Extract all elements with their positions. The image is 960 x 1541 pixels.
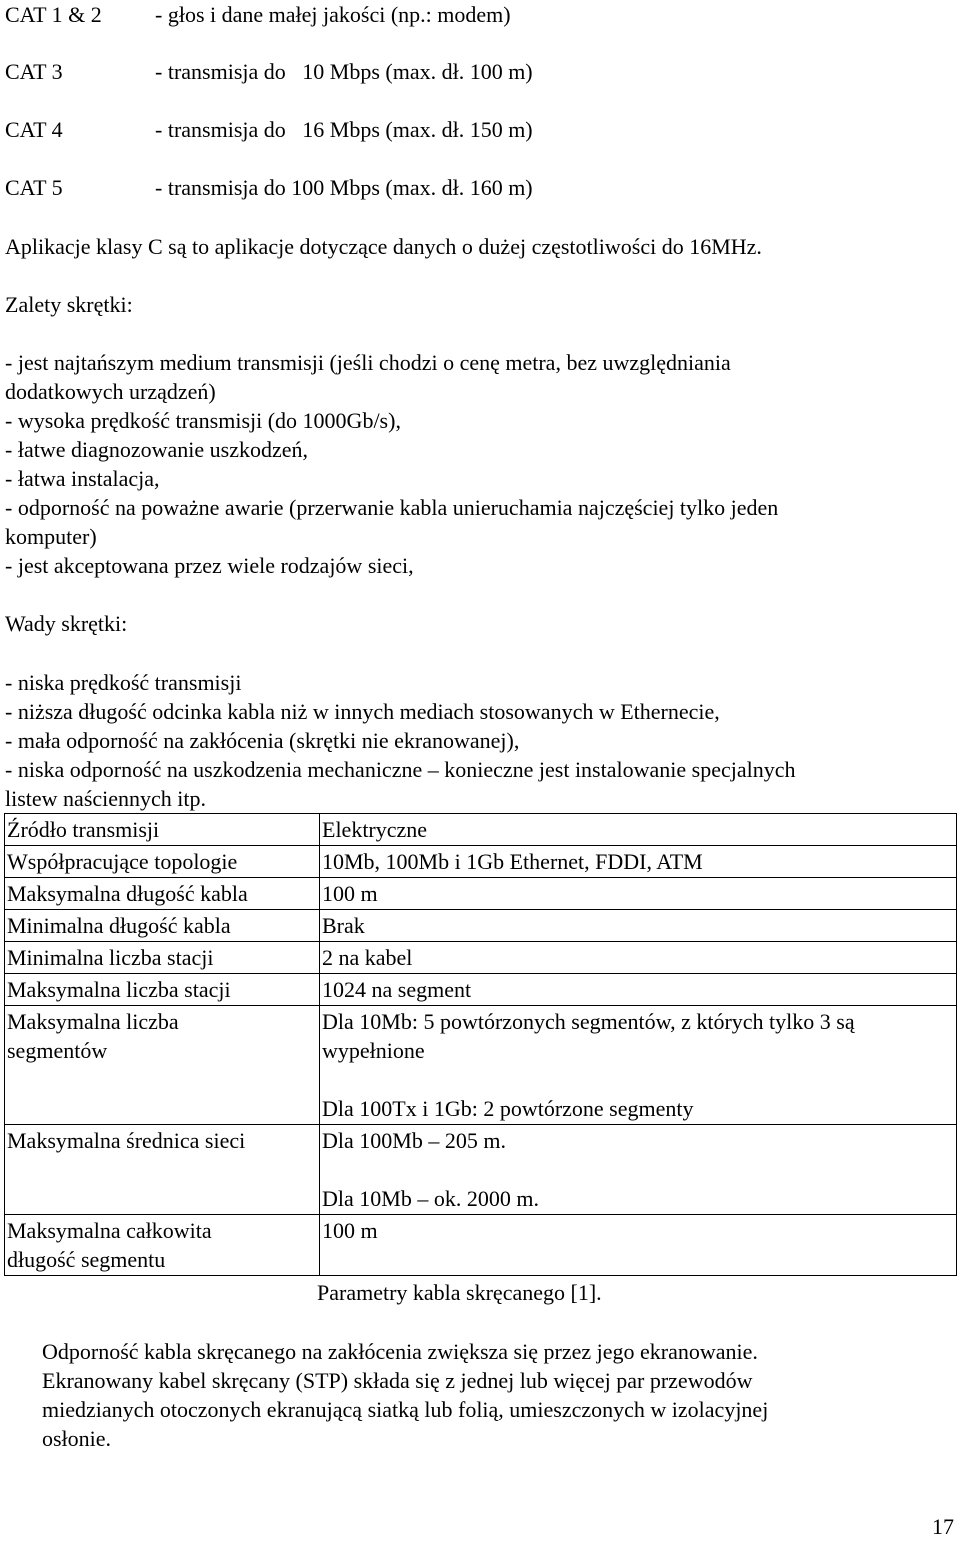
table-row bbox=[5, 878, 957, 910]
advantage-line: - wysoka prędkość transmisji (do 1000Gb/s), bbox=[5, 408, 401, 433]
table-row bbox=[5, 942, 957, 974]
param-name bbox=[5, 1006, 320, 1125]
cat-3-desc: - transmisja do 10 Mbps (max. dł. 100 m) bbox=[155, 59, 533, 84]
param-value: 2 na kabel bbox=[320, 942, 957, 974]
table-row bbox=[5, 846, 957, 878]
param-value-text-2: Dla 100Tx i 1Gb: 2 powtórzone segmenty bbox=[322, 1096, 694, 1121]
table-row bbox=[5, 974, 957, 1006]
class-c-note: Aplikacje klasy C są to aplikacje dotyczące danych o dużej częstotliwości do 16MHz. bbox=[5, 234, 762, 259]
note-line: osłonie. bbox=[42, 1426, 112, 1451]
note-line: miedzianych otoczonych ekranującą siatką lub folią, umieszczonych w izolacyjnej bbox=[42, 1397, 769, 1422]
advantage-line: - łatwa instalacja, bbox=[5, 466, 160, 491]
cat-3-label: CAT 3 bbox=[5, 59, 63, 84]
advantage-line: - łatwe diagnozowanie uszkodzeń, bbox=[5, 437, 308, 462]
table-row bbox=[5, 910, 957, 942]
page-number: 17 bbox=[932, 1514, 954, 1539]
table-row bbox=[5, 814, 957, 846]
disadvantages-heading: Wady skrętki: bbox=[5, 611, 128, 636]
disadvantage-line: listew naściennych itp. bbox=[5, 786, 207, 811]
cat-4-desc: - transmisja do 16 Mbps (max. dł. 150 m) bbox=[155, 117, 533, 142]
disadvantages-list bbox=[5, 668, 945, 813]
param-value-text: Dla 10Mb: 5 powtórzonych segmentów, z których tylko 3 są wypełnione bbox=[322, 1009, 855, 1063]
disadvantage-line: - niższa długość odcinka kabla niż w innych mediach stosowanych w Ethernecie, bbox=[5, 699, 720, 724]
advantage-line: - odporność na poważne awarie (przerwanie kabla unieruchamia najczęściej tylko jeden bbox=[5, 495, 779, 520]
param-name-text: Maksymalna liczba segmentów bbox=[7, 1009, 179, 1063]
param-value bbox=[320, 1006, 957, 1125]
shielding-note bbox=[42, 1337, 942, 1453]
param-value: Elektryczne bbox=[320, 814, 957, 846]
cat-1-2-label: CAT 1 & 2 bbox=[5, 2, 102, 27]
param-name-text: Maksymalna całkowita długość segmentu bbox=[7, 1218, 212, 1272]
cable-parameters-table bbox=[4, 813, 957, 1276]
advantage-line: dodatkowych urządzeń) bbox=[5, 379, 216, 404]
advantages-list bbox=[5, 348, 945, 580]
param-value-text: Dla 100Mb – 205 m. bbox=[322, 1128, 506, 1153]
param-name: Maksymalna liczba stacji bbox=[5, 974, 320, 1006]
advantages-heading: Zalety skrętki: bbox=[5, 292, 133, 317]
param-name: Współpracujące topologie bbox=[5, 846, 320, 878]
cat-1-2-desc: - głos i dane małej jakości (np.: modem) bbox=[155, 2, 511, 27]
cat-4-label: CAT 4 bbox=[5, 117, 63, 142]
disadvantage-line: - niska odporność na uszkodzenia mechaniczne – konieczne jest instalowanie specjalnych bbox=[5, 757, 796, 782]
note-line: Ekranowany kabel skręcany (STP) składa się z jednej lub więcej par przewodów bbox=[42, 1368, 753, 1393]
cat-5-label: CAT 5 bbox=[5, 175, 63, 200]
param-value: 1024 na segment bbox=[320, 974, 957, 1006]
cat-5-desc: - transmisja do 100 Mbps (max. dł. 160 m) bbox=[155, 175, 533, 200]
param-name: Maksymalna długość kabla bbox=[5, 878, 320, 910]
param-name: Źródło transmisji bbox=[5, 814, 320, 846]
advantage-line: komputer) bbox=[5, 524, 97, 549]
table-row bbox=[5, 1006, 957, 1125]
note-line: Odporność kabla skręcanego na zakłócenia zwiększa się przez jego ekranowanie. bbox=[42, 1339, 758, 1364]
disadvantage-line: - mała odporność na zakłócenia (skrętki nie ekranowanej), bbox=[5, 728, 520, 753]
disadvantage-line: - niska prędkość transmisji bbox=[5, 670, 242, 695]
param-value: 100 m bbox=[320, 1215, 957, 1276]
advantage-line: - jest najtańszym medium transmisji (jeśli chodzi o cenę metra, bez uwzględniania bbox=[5, 350, 731, 375]
table-row bbox=[5, 1215, 957, 1276]
param-value: 10Mb, 100Mb i 1Gb Ethernet, FDDI, ATM bbox=[320, 846, 957, 878]
param-name bbox=[5, 1215, 320, 1276]
table-row bbox=[5, 1125, 957, 1215]
param-name: Minimalna długość kabla bbox=[5, 910, 320, 942]
param-value-text-2: Dla 10Mb – ok. 2000 m. bbox=[322, 1186, 539, 1211]
param-value: 100 m bbox=[320, 878, 957, 910]
param-value: Brak bbox=[320, 910, 957, 942]
param-name: Maksymalna średnica sieci bbox=[5, 1125, 320, 1215]
advantage-line: - jest akceptowana przez wiele rodzajów sieci, bbox=[5, 553, 414, 578]
table-caption: Parametry kabla skręcanego [1]. bbox=[317, 1280, 602, 1305]
param-name: Minimalna liczba stacji bbox=[5, 942, 320, 974]
param-value bbox=[320, 1125, 957, 1215]
